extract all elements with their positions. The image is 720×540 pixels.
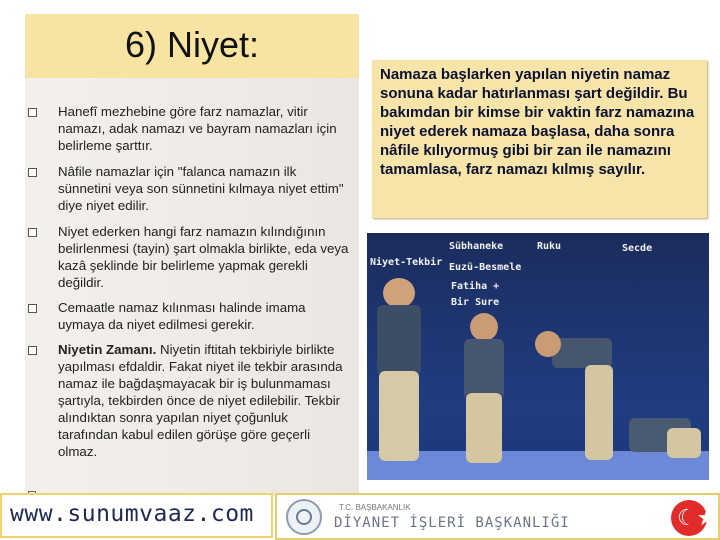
tc-basbakanlik-text: T.C. BAŞBAKANLIK bbox=[339, 503, 411, 512]
bullet-text: Niyetin Zamanı. Niyetin iftitah tekbiriyle birlikte yapılması efdaldir. Fakat niyet ile tekbir arasında namaz ile bağdaşmayacak bir iş bulunmaması şartıyla, tekbirden önce de niyet edilebilir. Tekbir alındıktan sonra yapılan niyet çoğunluk tarafından kabul edilen görüşe göre geçerli olmaz. bbox=[58, 342, 343, 459]
bullet-square-icon bbox=[28, 346, 37, 355]
prayer-positions-image bbox=[367, 233, 709, 480]
bullet-item bbox=[25, 341, 345, 460]
label-niyet-tekbir: Niyet-Tekbir bbox=[370, 257, 443, 268]
bullet-item bbox=[25, 299, 345, 333]
label-euzu: Euzü-Besmele bbox=[449, 262, 522, 273]
label-fatiha: Fatiha + bbox=[451, 281, 500, 292]
bullet-text: Nâfile namazlar için "falanca namazın ilk sünnetini veya son sünnetini kılmaya niyet ettim" diye niyet edilir. bbox=[58, 164, 344, 213]
bullet-square-icon bbox=[28, 108, 37, 117]
figure-head-1 bbox=[383, 278, 415, 308]
figure-shirt-2 bbox=[464, 339, 504, 399]
bullet-square-icon bbox=[28, 168, 37, 177]
diyanet-seal-icon bbox=[286, 499, 322, 535]
website-logo bbox=[0, 493, 273, 538]
bullet-item bbox=[25, 163, 345, 214]
bullet-item bbox=[25, 223, 349, 291]
label-subhaneke: Sübhaneke bbox=[449, 241, 504, 252]
label-bir-sure: Bir Sure bbox=[451, 297, 500, 308]
bullet-text: Hanefî mezhebine göre farz namazlar, vitir namazı, adak namazı ve bayram namazları için belirleme şarttır. bbox=[58, 104, 337, 153]
figure-shirt-3 bbox=[552, 338, 612, 368]
bullet-square-icon bbox=[28, 228, 37, 237]
side-note-text: Namaza başlarken yapılan niyetin namaz sonuna kadar hatırlanması şart değildir. Bu bakımdan bir kimse bir vaktin farz namazına niyet ederek namaza başlasa, daha sonra nâfile kılıyormuş gibi bir zan ile namazını tamamlasa, farz namazı kılmış sayılır. bbox=[380, 66, 695, 178]
label-ruku: Ruku bbox=[537, 241, 562, 252]
diyanet-text: DİYANET İŞLERİ BAŞKANLIĞI bbox=[334, 515, 570, 531]
figure-pants-1 bbox=[379, 371, 419, 461]
side-note-box bbox=[372, 60, 707, 218]
figure-pants-2 bbox=[466, 393, 502, 463]
figure-pants-4 bbox=[667, 428, 701, 458]
label-secde: Secde bbox=[622, 243, 653, 254]
slide-title: 6) Niyet: bbox=[124, 24, 260, 65]
bullet-text: Niyet ederken hangi farz namazın kılındığının belirlenmesi (tayin) şart olmakla birlikte, eda veya kazâ şeklinde bir belirleme yapmak gerekli değildir. bbox=[58, 224, 349, 290]
figure-pants-3 bbox=[585, 365, 613, 460]
bullet-text: Cemaatle namaz kılınması halinde imama uymaya da niyet edilmesi gerekir. bbox=[58, 300, 306, 332]
bullet-panel bbox=[25, 78, 359, 496]
diyanet-logo-bar bbox=[275, 493, 720, 540]
figure-shirt-1 bbox=[377, 305, 421, 375]
website-text: www.sunumvaaz.com bbox=[10, 501, 254, 527]
title-panel bbox=[25, 14, 359, 79]
bullet-square-icon bbox=[28, 304, 37, 313]
figure-head-2 bbox=[470, 313, 498, 341]
turkish-flag-icon: ☾★ bbox=[671, 500, 707, 536]
bullet-item bbox=[25, 103, 345, 154]
figure-head-3 bbox=[535, 331, 561, 357]
